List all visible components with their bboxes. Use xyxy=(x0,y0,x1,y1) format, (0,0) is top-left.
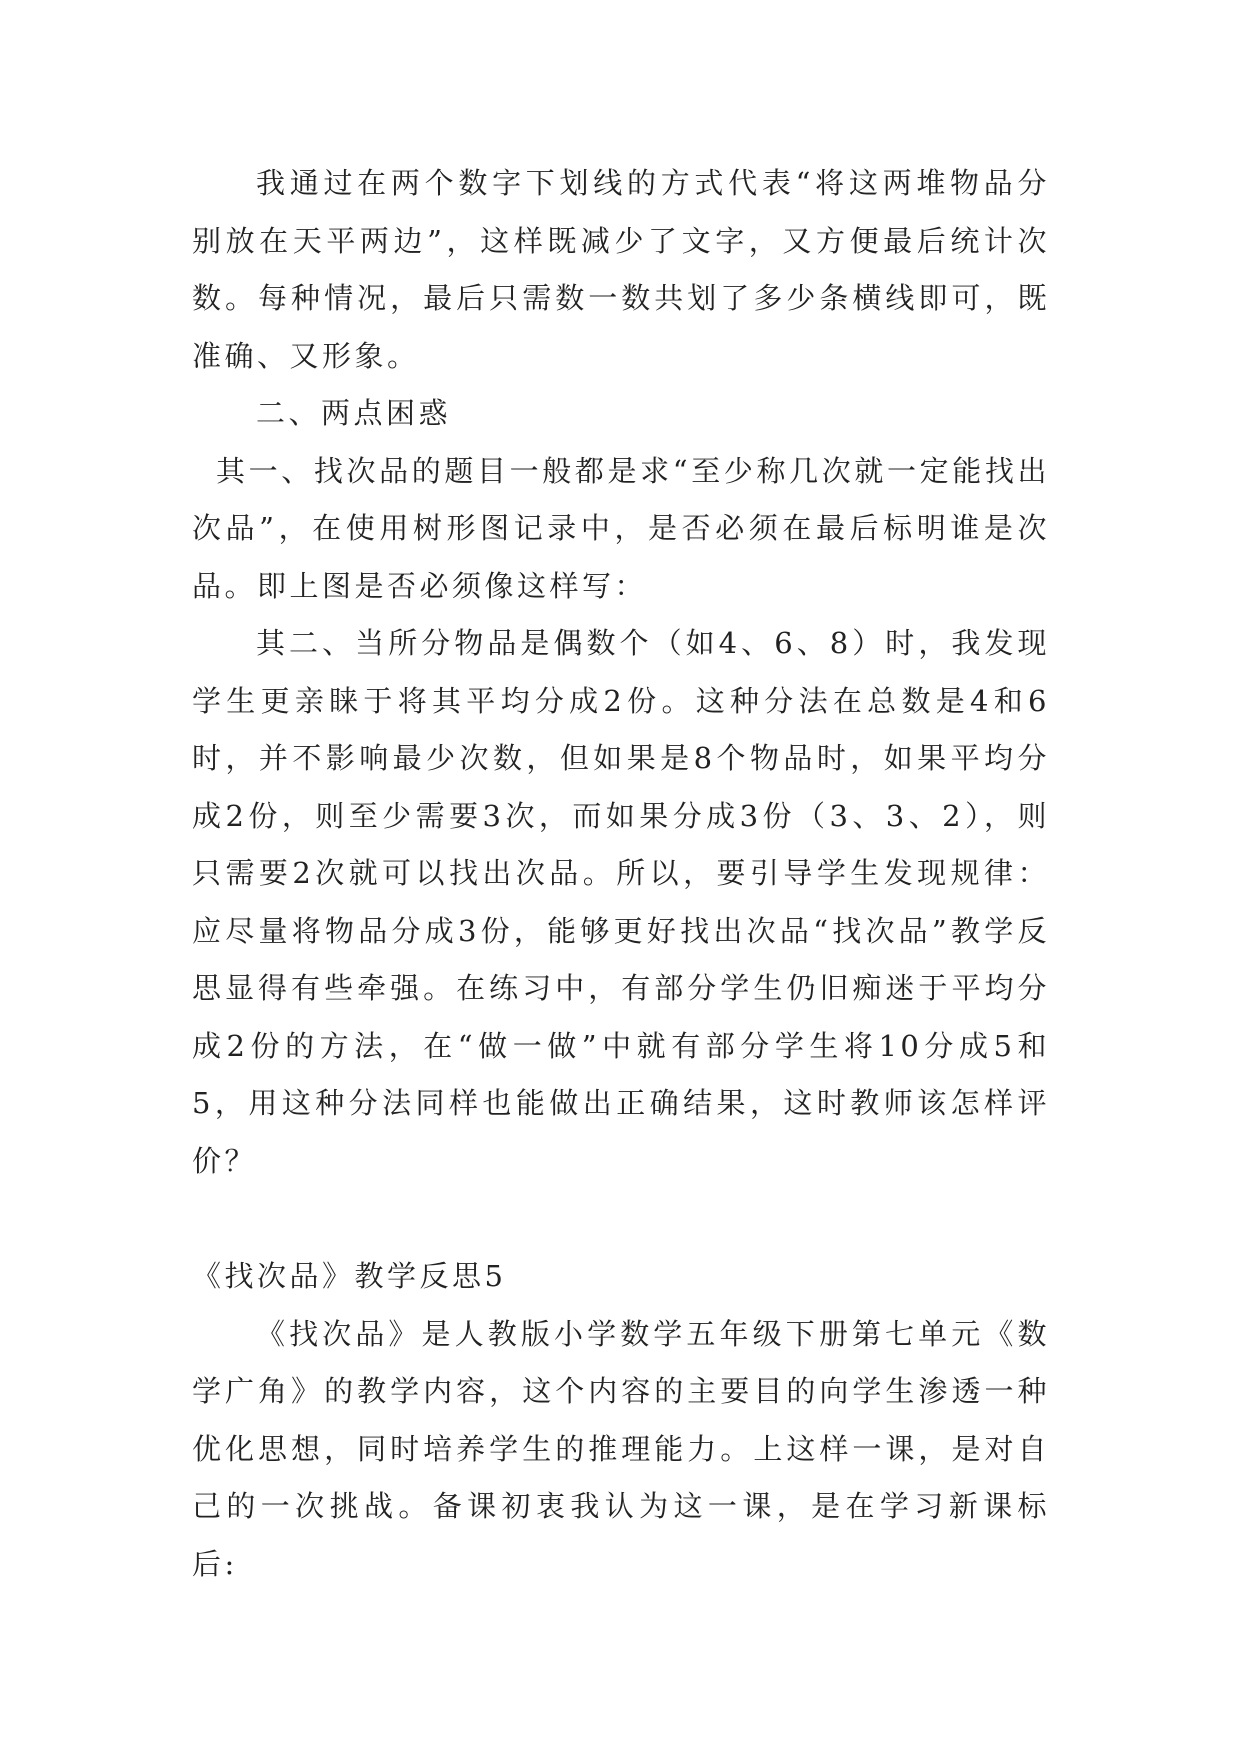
paragraph-confusion-one: 其一、找次品的题目一般都是求“至少称几次就一定能找出次品”，在使用树形图记录中，是否必须在最后标明谁是次品。即上图是否必须像这样写： xyxy=(192,453,1050,603)
paragraph-section-intro: 《找次品》是人教版小学数学五年级下册第七单元《数学广角》的教学内容，这个内容的主要目的向学生渗透一种优化思想，同时培养学生的推理能力。上这样一课，是对自己的一次挑战。备课初衷我认为这一课，是在学习新课标后: xyxy=(192,1316,1050,1581)
paragraph-confusion-two: 其二、当所分物品是偶数个（如4、6、8）时，我发现学生更亲睐于将其平均分成2份。这种分法在总数是4和6时，并不影响最少次数，但如果是8个物品时，如果平均分成2份，则至少需要3次，而如果分成3份（3、3、2），则只需要2次就可以找出次品。所以，要引导学生发现规律：应尽量将物品分成3份，能够更好找出次品“找次品”教学反思显得有些牵强。在练习中，有部分学生仍旧痴迷于平均分成2份的方法，在“做一做”中就有部分学生将10分成5和5，用这种分法同样也能做出正确结果，这时教师该怎样评价？ xyxy=(192,626,1050,1178)
document-body xyxy=(192,155,1050,1593)
paragraph-underline-method: 我通过在两个数字下划线的方式代表“将这两堆物品分别放在天平两边”，这样既减少了文字，又方便最后统计次数。每种情况，最后只需数一数共划了多少条横线即可，既准确、又形象。 xyxy=(192,166,1050,373)
heading-two-confusions: 二、两点困惑 xyxy=(256,396,452,430)
section-title: 《找次品》教学反思5 xyxy=(192,1259,507,1293)
